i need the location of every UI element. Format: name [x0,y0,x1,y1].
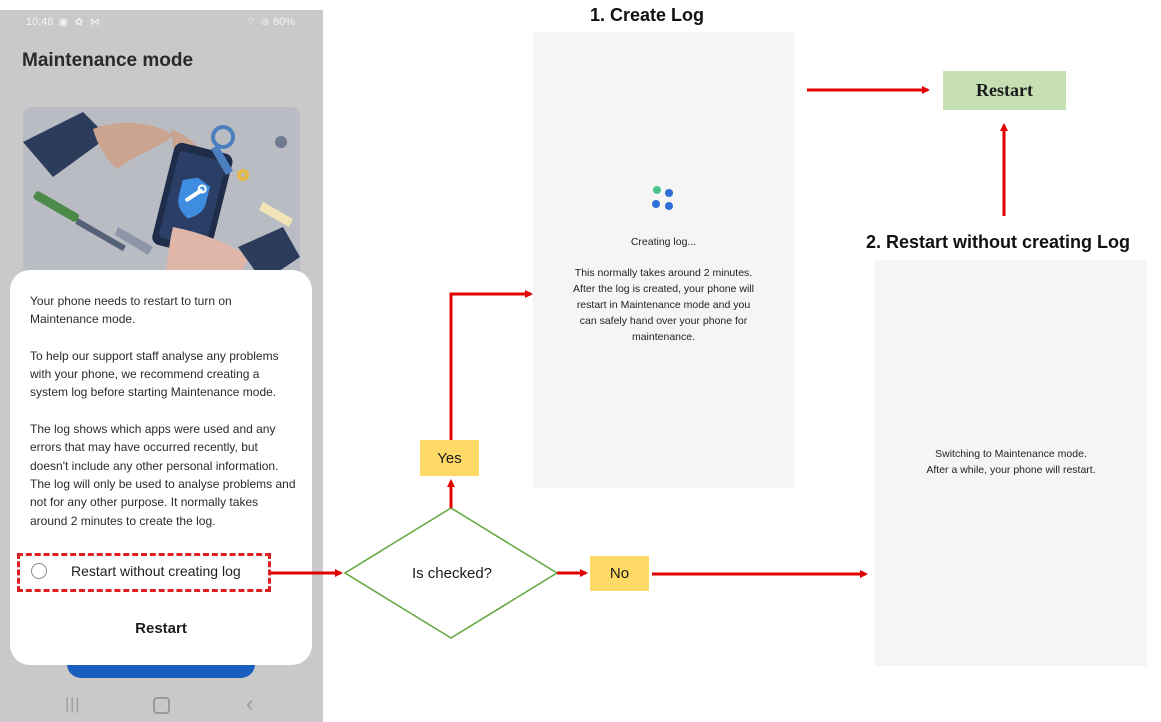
restart-result: Restart [943,71,1066,110]
no-label: No [590,556,649,591]
back-icon[interactable]: ‹ [246,691,254,716]
battery-level: 80% [272,16,295,28]
restart-button[interactable]: Restart [135,620,187,637]
screen-title: Maintenance mode [22,50,194,71]
yes-label: Yes [420,440,479,476]
status-time: 10:48 [26,16,54,28]
switching-line: Switching to Maintenance mode. [935,448,1087,460]
signal-icons: ⌔ ⊘ [246,17,270,28]
creating-log-status: Creating log... [630,236,697,248]
dialog-paragraph-3: The log shows which apps were used and any errors that may have occurred recently, but doesn't include any other personal information. The log will only be used to analyse problems and not for any other purpose. It normally takes around 2 minutes to create the log. [30,422,296,528]
dialog-paragraph-1: Your phone needs to restart to turn on Maintenance mode. [30,294,232,327]
decision-label: Is checked? [411,565,493,582]
description-line: maintenance. [631,331,696,343]
dialog-paragraph-2: To help our support staff analyse any problems with your phone, we recommend creating a system log before starting Maintenance mode. [30,348,279,400]
description-line: This normally takes around 2 minutes. [574,267,753,279]
create-log-title: 1. Create Log [590,5,705,25]
description-line: After the log is created, your phone will [573,283,754,295]
switching-line: After a while, your phone will restart. [926,464,1096,476]
notification-icons: ▣ ✿ ⋈ [58,17,102,28]
restart-without-log-label: Restart without creating log [71,563,241,579]
arrow-yes-to-create-log [451,294,531,440]
description-line: restart in Maintenance mode and you [576,299,751,311]
description-line: can safely hand over your phone for [579,315,748,327]
recent-apps-icon[interactable]: ||| [65,696,81,713]
restart-without-log-title: 2. Restart without creating Log [866,232,1131,252]
